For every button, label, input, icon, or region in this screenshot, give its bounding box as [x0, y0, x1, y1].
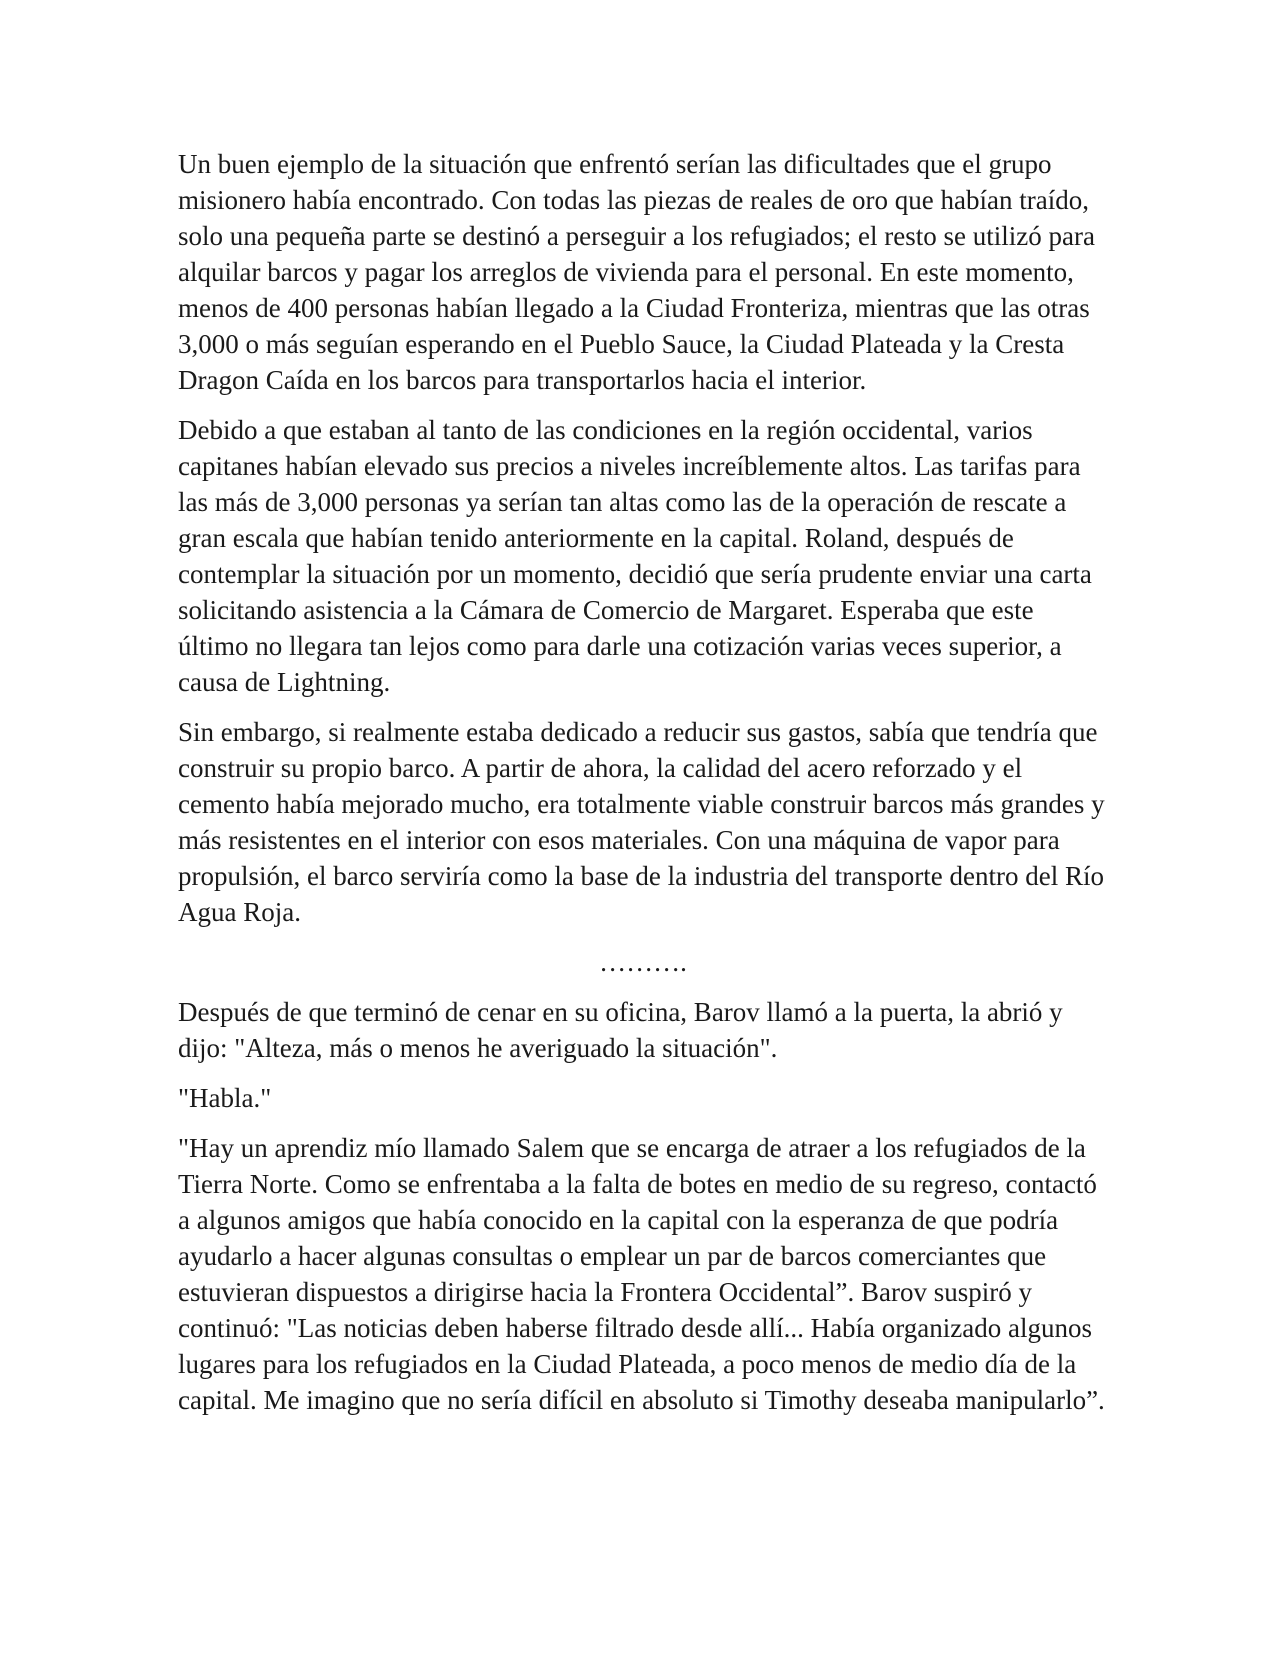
paragraph-2: Debido a que estaban al tanto de las condiciones en la región occidental, varios capitanes habían elevado sus precios a niveles increíblemente altos. Las tarifas para las más de 3,000 personas ya serían tan altas como las de la operación de rescate a gran escala que habían tenido anteriormente en la capital. Roland, después de contemplar la situación por un momento, decidió que sería prudente enviar una carta solicitando asistencia a la Cámara de Comercio de Margaret. Esperaba que este último no llegara tan lejos como para darle una cotización varias veces superior, a causa de Lightning.	[178, 415, 1092, 697]
paragraph-5: "Habla."	[178, 1083, 272, 1113]
paragraph-1: Un buen ejemplo de la situación que enfrentó serían las dificultades que el grupo misionero había encontrado. Con todas las piezas de reales de oro que habían traído, solo una pequeña parte se destinó a perseguir a los refugiados; el resto se utilizó para alquilar barcos y pagar los arreglos de vivienda para el personal. En este momento, menos de 400 personas habían llegado a la Ciudad Fronteriza, mientras que las otras 3,000 o más seguían esperando en el Pueblo Sauce, la Ciudad Plateada y la Cresta Dragon Caída en los barcos para transportarlos hacia el interior.	[178, 149, 1095, 395]
paragraph-3: Sin embargo, si realmente estaba dedicado a reducir sus gastos, sabía que tendría que construir su propio barco. A partir de ahora, la calidad del acero reforzado y el cemento había mejorado mucho, era totalmente viable construir barcos más grandes y más resistentes en el interior con esos materiales. Con una máquina de vapor para propulsión, el barco serviría como la base de la industria del transporte dentro del Río Agua Roja.	[178, 717, 1105, 927]
paragraph-6: "Hay un aprendiz mío llamado Salem que se encarga de atraer a los refugiados de la Tierra Norte. Como se enfrentaba a la falta de botes en medio de su regreso, contactó a algunos amigos que había conocido en la capital con la esperanza de que podría ayudarlo a hacer algunas consultas o emplear un par de barcos comerciantes que estuvieran dispuestos a dirigirse hacia la Frontera Occidental”. Barov suspiró y continuó: "Las noticias deben haberse filtrado desde allí... Había organizado algunos lugares para los refugiados en la Ciudad Plateada, a poco menos de medio día de la capital. Me imagino que no sería difícil en absoluto si Timothy deseaba manipularlo”.	[178, 1133, 1105, 1415]
scene-separator: ……….	[599, 947, 687, 977]
document-page	[178, 146, 1108, 1432]
paragraph-4: Después de que terminó de cenar en su oficina, Barov llamó a la puerta, la abrió y dijo: "Alteza, más o menos he averiguado la situación".	[178, 997, 1063, 1063]
